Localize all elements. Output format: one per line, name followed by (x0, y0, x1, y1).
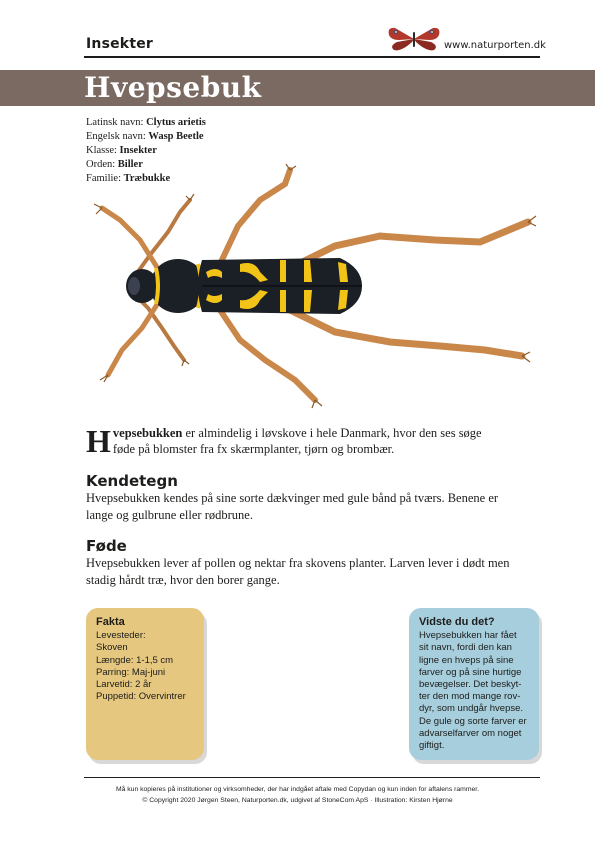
did-you-know-line: ligne en hveps på sine (419, 654, 514, 666)
meta-label: Klasse: (86, 145, 117, 156)
meta-label: Familie: (86, 173, 121, 184)
fakta-line: Længde: 1-1,5 cm (96, 654, 174, 666)
did-you-know-line: ter den mod mange rov- (419, 691, 521, 703)
fakta-box (86, 608, 204, 760)
fakta-line: Parring: Maj-juni (96, 666, 166, 678)
fakta-line: Larvetid: 2 år (96, 679, 152, 691)
meta-row (86, 116, 206, 130)
did-you-know-line: sit navn, fordi den kan (419, 642, 512, 654)
copy-notice: Må kun kopieres på institutioner og virksomheder, der har indgået aftale med Copydan og kun inden for aftalens rammer. (115, 786, 480, 793)
header-rule (84, 56, 540, 58)
intro-bold: vepsebukken (112, 426, 183, 440)
section-text-fode: Hvepsebukken lever af pollen og nektar fra skovens planter. Larven lever i dødt men stadig hårdt træ, hvor den borer gange. (86, 556, 510, 587)
section-heading-kendetegn: Kendetegn (86, 472, 178, 490)
did-you-know-line: dyr, som undgår hvepse. (419, 703, 524, 715)
meta-value: Insekter (119, 145, 157, 156)
fakta-heading: Fakta (96, 616, 125, 628)
section-text-kendetegn: Hvepsebukken kendes på sine sorte dækvinger med gule bånd på tværs. Benene er lange og gulbrune eller rødbrune. (86, 491, 499, 522)
did-you-know-box (409, 608, 539, 760)
meta-value: Clytus arietis (146, 117, 206, 128)
drop-cap: H (86, 423, 111, 459)
did-you-know-line: advarselfarver om noget (419, 727, 522, 739)
footer-rule (84, 777, 540, 778)
butterfly-logo-icon (385, 26, 443, 52)
site-url: www.naturporten.dk (444, 40, 546, 51)
page-title: Hvepsebuk (84, 71, 262, 104)
did-you-know-line: De gule og sorte farver er (419, 715, 527, 727)
wasp-beetle-illustration (90, 160, 540, 415)
fakta-line: Skoven (96, 642, 128, 654)
meta-value: Biller (117, 159, 143, 170)
meta-row (86, 144, 206, 158)
did-you-know-line: giftigt. (419, 740, 445, 752)
section-heading-fode: Føde (86, 537, 127, 555)
did-you-know-line: bevægelser. Det beskyt- (419, 679, 522, 691)
meta-value: Wasp Beetle (148, 131, 204, 142)
did-you-know-line: Hvepsebukken har fået (419, 630, 517, 642)
meta-label: Latinsk navn: (86, 117, 144, 128)
fakta-line: Levesteder: (96, 630, 146, 642)
meta-label: Engelsk navn: (86, 131, 146, 142)
copyright-line: © Copyright 2020 Jørgen Steen, Naturporten.dk, udgivet af StoneCom ApS · Illustration: Kirsten Hjørne (142, 797, 453, 804)
meta-row (86, 130, 206, 144)
did-you-know-heading: Vidste du det? (419, 616, 495, 628)
fakta-line: Puppetid: Overvintrer (96, 691, 186, 703)
intro-text: er almindelig i løvskove i hele Danmark, hvor den ses søge føde på blomster fra fx skærmplanter, tjørn og brombær. (112, 426, 482, 456)
did-you-know-line: farver og på sine hurtige (419, 666, 522, 678)
intro-paragraph (86, 425, 506, 457)
meta-label: Orden: (86, 159, 116, 170)
meta-value: Træbukke (123, 173, 171, 184)
category-label: Insekter (86, 36, 154, 52)
